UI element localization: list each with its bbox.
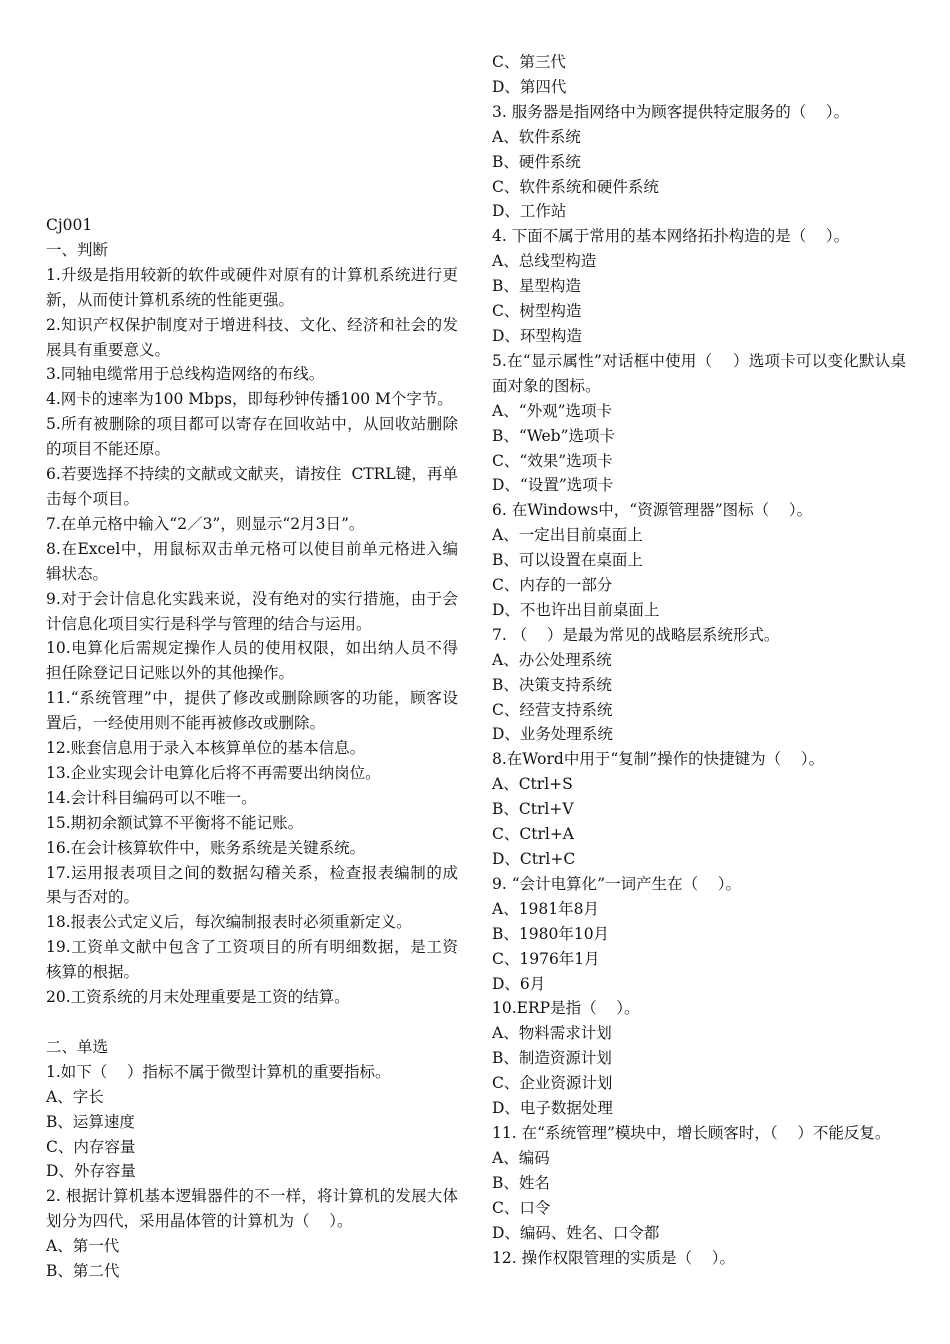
judgement-item: 8.在Excel中，用鼠标双击单元格可以使目前单元格进入编辑状态。 — [46, 539, 458, 583]
option: C、Ctrl+A — [492, 825, 574, 844]
option: A、Ctrl+S — [492, 775, 573, 794]
option: C、软件系统和硬件系统 — [492, 177, 659, 196]
judgement-item: 11.“系统管理”中，提供了修改或删除顾客的功能，顾客设置后，一经使用则不能再被修改或删除。 — [46, 689, 458, 733]
option: D、环型构造 — [492, 326, 582, 345]
question: 7. （ ）是最为常见的战略层系统形式。 — [492, 625, 780, 644]
option: B、制造资源计划 — [492, 1049, 612, 1068]
option: B、硬件系统 — [492, 152, 581, 171]
option: B、1980年10月 — [492, 924, 610, 943]
judgement-item: 20.工资系统的月末处理重要是工资的结算。 — [46, 988, 350, 1007]
section-title-single-choice: 二、单选 — [46, 1037, 109, 1056]
question: 8.在Word中用于“复制”操作的快捷键为（ ）。 — [492, 750, 825, 769]
question: 5.在“显示属性”对话框中使用（ ）选项卡可以变化默认桌面对象的图标。 — [492, 351, 906, 395]
option: A、一定出目前桌面上 — [492, 526, 643, 545]
spacer — [46, 1010, 458, 1035]
option: B、可以设置在桌面上 — [492, 551, 643, 570]
judgement-item: 14.会计科目编码可以不唯一。 — [46, 788, 257, 807]
question: 9. “会计电算化”一词产生在（ ）。 — [492, 874, 742, 893]
judgement-item: 4.网卡的速率为100 Mbps，即每秒钟传播100 M个字节。 — [46, 390, 453, 409]
option: A、物料需求计划 — [492, 1024, 612, 1043]
option: D、电子数据处理 — [492, 1099, 613, 1118]
question: 4. 下面不属于常用的基本网络拓扑构造的是（ ）。 — [492, 227, 850, 246]
question: 10.ERP是指（ ）。 — [492, 999, 640, 1018]
option: D、第四代 — [492, 77, 567, 96]
option: C、内存的一部分 — [492, 576, 613, 595]
option: A、第一代 — [46, 1237, 120, 1256]
right-column — [492, 50, 906, 1270]
judgement-item: 10.电算化后需规定操作人员的使用权限，如出纳人员不得担任除登记日记账以外的其他操作。 — [46, 639, 458, 683]
judgement-item: 1.升级是指用较新的软件或硬件对原有的计算机系统进行更新，从而使计算机系统的性能更强。 — [46, 265, 458, 309]
judgement-item: 12.账套信息用于录入本核算单位的基本信息。 — [46, 739, 366, 758]
option: B、“Web”选项卡 — [492, 426, 616, 445]
question: 3. 服务器是指网络中为顾客提供特定服务的（ ）。 — [492, 102, 850, 121]
question: 1.如下（ ）指标不属于微型计算机的重要指标。 — [46, 1062, 391, 1081]
judgement-item: 13.企业实现会计电算化后将不再需要出纳岗位。 — [46, 763, 381, 782]
option: B、姓名 — [492, 1173, 550, 1192]
option: B、Ctrl+V — [492, 800, 574, 819]
question: 12. 操作权限管理的实质是（ ）。 — [492, 1248, 736, 1267]
option: C、口令 — [492, 1198, 551, 1217]
option: C、企业资源计划 — [492, 1074, 613, 1093]
judgement-item: 19.工资单文献中包含了工资项目的所有明细数据，是工资核算的根据。 — [46, 938, 458, 982]
judgement-item: 5.所有被删除的项目都可以寄存在回收站中，从回收站删除的项目不能还原。 — [46, 415, 458, 459]
judgement-item: 7.在单元格中输入“2／3”，则显示“2月3日”。 — [46, 514, 365, 533]
option: A、编码 — [492, 1148, 550, 1167]
judgement-item: 16.在会计核算软件中，账务系统是关键系统。 — [46, 838, 366, 857]
section-title-judgement: 一、判断 — [46, 240, 109, 259]
option: A、办公处理系统 — [492, 650, 612, 669]
option: B、第二代 — [46, 1262, 120, 1281]
option: B、星型构造 — [492, 277, 581, 296]
option: B、运算速度 — [46, 1112, 135, 1131]
option: A、1981年8月 — [492, 899, 600, 918]
question: 11. 在“系统管理”模块中，增长顾客时，（ ）不能反复。 — [492, 1123, 891, 1142]
option: D、工作站 — [492, 202, 567, 221]
judgement-item: 17.运用报表项目之间的数据勾稽关系，检查报表编制的成果与否对的。 — [46, 863, 458, 907]
option: D、编码、姓名、口令都 — [492, 1223, 660, 1242]
option: C、经营支持系统 — [492, 700, 613, 719]
option: C、“效果”选项卡 — [492, 451, 613, 470]
judgement-item: 2.知识产权保护制度对于增进科技、文化、经济和社会的发展具有重要意义。 — [46, 315, 458, 359]
question: 6. 在Windows中，“资源管理器”图标（ ）。 — [492, 501, 813, 520]
option: C、树型构造 — [492, 302, 582, 321]
option: C、1976年1月 — [492, 949, 600, 968]
option: D、外存容量 — [46, 1162, 136, 1181]
option: D、“设置”选项卡 — [492, 476, 614, 495]
judgement-item: 18.报表公式定义后，每次编制报表时必须重新定义。 — [46, 913, 412, 932]
option: D、业务处理系统 — [492, 725, 613, 744]
option: A、“外观”选项卡 — [492, 401, 613, 420]
option: A、总线型构造 — [492, 252, 597, 271]
option: D、6月 — [492, 974, 546, 993]
option: B、决策支持系统 — [492, 675, 612, 694]
left-column — [46, 213, 458, 1284]
document-code: Cj001 — [46, 216, 93, 234]
option: D、Ctrl+C — [492, 850, 576, 868]
option: C、内存容量 — [46, 1137, 136, 1156]
judgement-item: 3.同轴电缆常用于总线构造网络的布线。 — [46, 365, 325, 384]
option: A、字长 — [46, 1087, 104, 1106]
question: 2. 根据计算机基本逻辑器件的不一样，将计算机的发展大体划分为四代，采用晶体管的计算机为（ ）。 — [46, 1187, 458, 1231]
option: A、软件系统 — [492, 127, 581, 146]
judgement-item: 9.对于会计信息化实践来说，没有绝对的实行措施，由于会计信息化项目实行是科学与管理的结合与运用。 — [46, 589, 458, 633]
option: C、第三代 — [492, 53, 566, 71]
option: D、不也许出目前桌面上 — [492, 600, 660, 619]
judgement-item: 6.若要选择不持续的文献或文献夹，请按住 CTRL键，再单击每个项目。 — [46, 465, 458, 508]
judgement-item: 15.期初余额试算不平衡将不能记账。 — [46, 813, 304, 832]
